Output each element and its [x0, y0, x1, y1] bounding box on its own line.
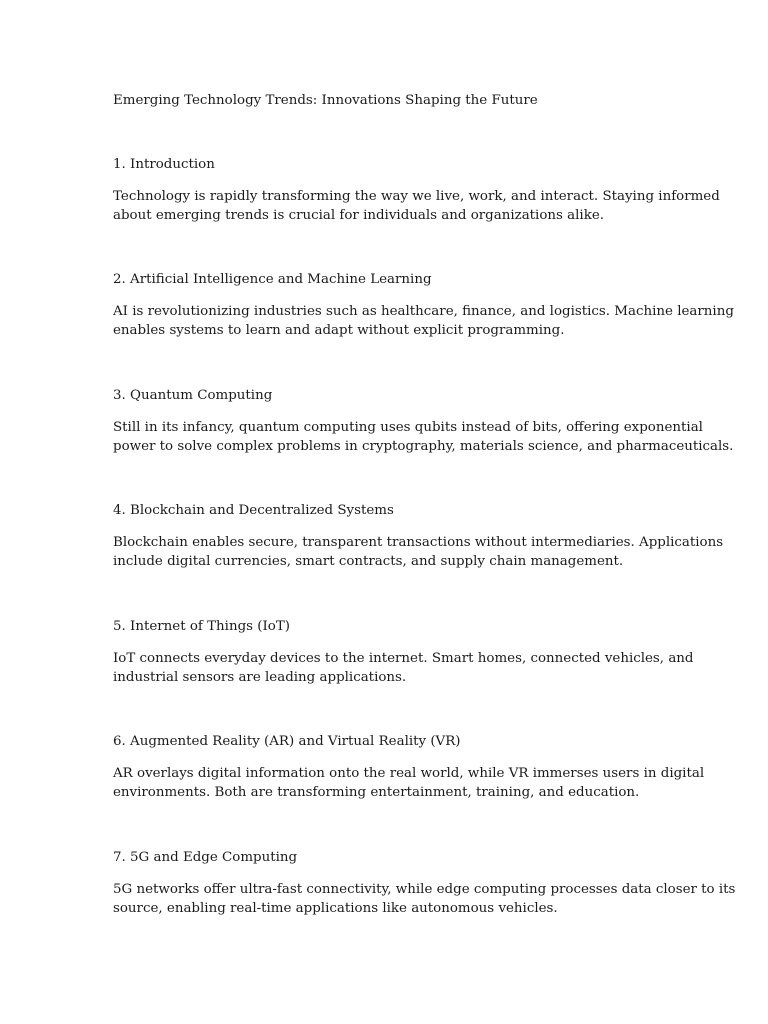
section-paragraph: [113, 418, 734, 456]
paragraph-line: Blockchain enables secure, transparent transactions without intermediaries. Applications: [113, 535, 724, 550]
paragraph-line: source, enabling real-time applications like autonomous vehicles.: [113, 901, 558, 917]
section-iot: [113, 617, 694, 687]
section-heading: 7. 5G and Edge Computing: [113, 850, 298, 865]
section-quantum-computing: [113, 386, 734, 456]
paragraph-line: power to solve complex problems in cryptography, materials science, and pharmaceuticals.: [113, 439, 734, 455]
section-heading: 1. Introduction: [113, 157, 215, 172]
paragraph-line: environments. Both are transforming entertainment, training, and education.: [113, 785, 640, 801]
section-heading: 6. Augmented Reality (AR) and Virtual Reality (VR): [113, 734, 461, 749]
paragraph-line: Still in its infancy, quantum computing uses qubits instead of bits, offering exponential: [113, 420, 703, 435]
section-5g-edge: [113, 848, 736, 918]
section-heading: 4. Blockchain and Decentralized Systems: [113, 503, 394, 518]
section-paragraph: [113, 302, 734, 340]
section-ai-ml: [113, 270, 734, 340]
section-paragraph: [113, 764, 705, 802]
paragraph-line: 5G networks offer ultra-fast connectivity, while edge computing processes data closer to its: [113, 882, 736, 897]
paragraph-line: AI is revolutionizing industries such as healthcare, finance, and logistics. Machine learning: [113, 304, 734, 319]
paragraph-line: enables systems to learn and adapt without explicit programming.: [113, 323, 565, 339]
paragraph-line: industrial sensors are leading applications.: [113, 670, 407, 686]
section-heading: 2. Artificial Intelligence and Machine Learning: [113, 272, 432, 287]
section-blockchain: [113, 501, 724, 571]
paragraph-line: IoT connects everyday devices to the internet. Smart homes, connected vehicles, and: [113, 651, 694, 666]
paragraph-line: include digital currencies, smart contracts, and supply chain management.: [113, 554, 624, 570]
section-ar-vr: [113, 732, 705, 802]
document-title: Emerging Technology Trends: Innovations Shaping the Future: [113, 93, 538, 108]
section-paragraph: [113, 880, 736, 918]
section-introduction: [113, 155, 720, 225]
paragraph-line: about emerging trends is crucial for individuals and organizations alike.: [113, 208, 605, 224]
section-paragraph: [113, 649, 694, 687]
section-paragraph: [113, 187, 720, 225]
paragraph-line: AR overlays digital information onto the real world, while VR immerses users in digital: [113, 766, 705, 781]
section-heading: 3. Quantum Computing: [113, 388, 273, 403]
section-paragraph: [113, 533, 724, 571]
section-heading: 5. Internet of Things (IoT): [113, 619, 291, 634]
paragraph-line: Technology is rapidly transforming the way we live, work, and interact. Staying informed: [113, 189, 720, 204]
